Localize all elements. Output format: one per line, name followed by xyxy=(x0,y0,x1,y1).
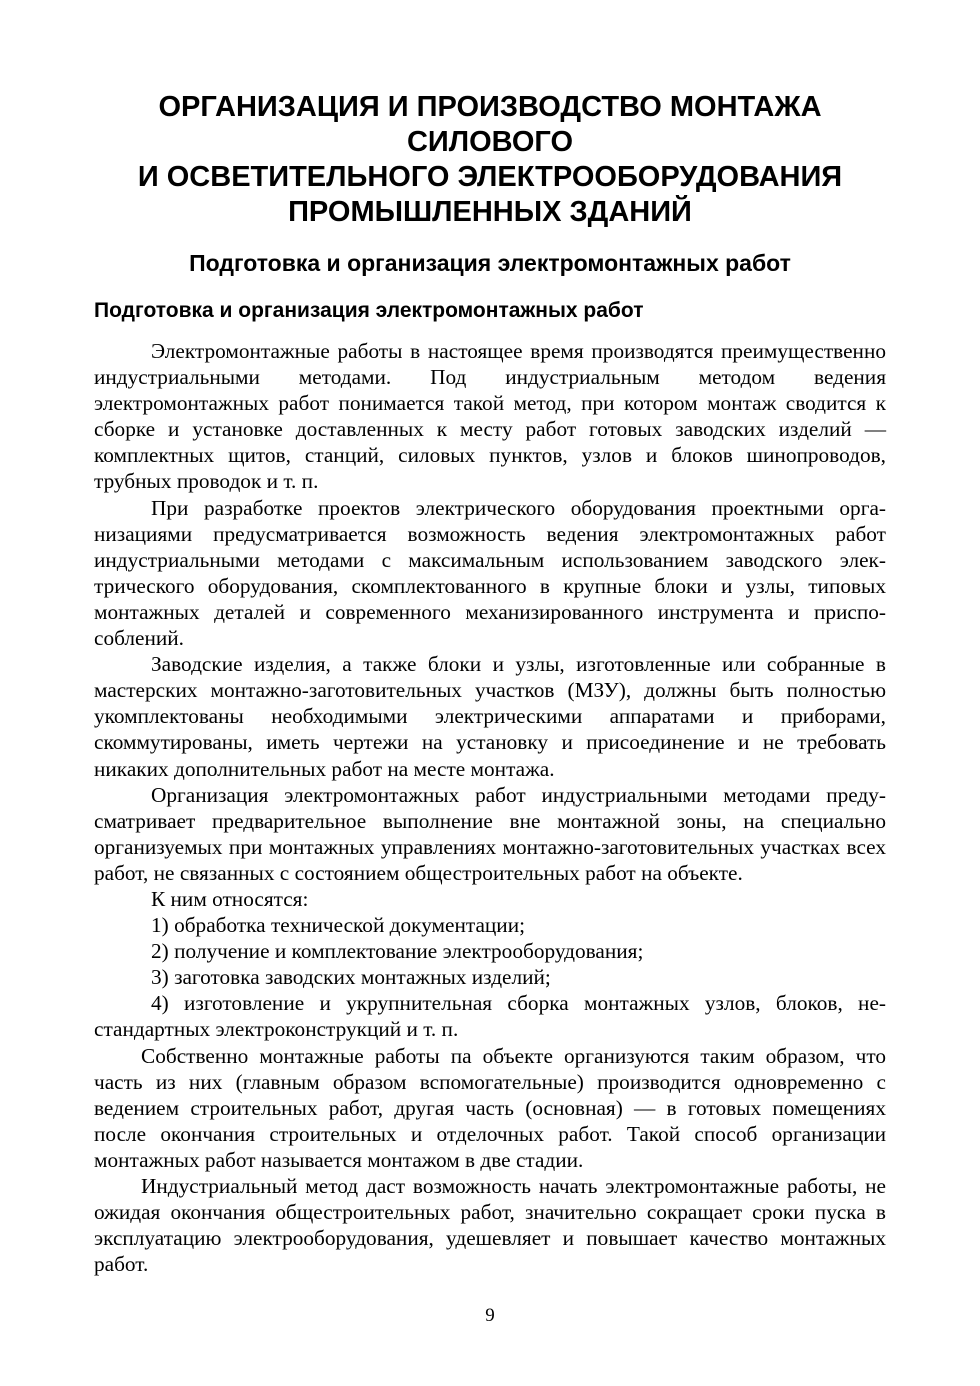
body-paragraph: Организация электромонтажных работ индустриальными методами предусматривает предварительное выполнение вне монтажной зоны, на специально организуемых при монтажных управлениях монтажно-заготовительных участках всех работ, не связанных с состоянием общестроительных работ на объекте. xyxy=(94,782,886,885)
body-paragraph: Собственно монтажные работы па объекте организуются таким образом, что часть из них (главным образом вспомогательные) производится одновременно с ведением строительных работ, другая часть (основная) — в готовых помещениях после окончания строительных и отделочных работ. Такой способ организации монтажных работ называется монтажом в две стадии. xyxy=(94,1043,886,1172)
body-paragraph: Заводские изделия, а также блоки и узлы, изготовленные или собранные в мастерских монтажно-заготовительных участков (МЗУ), должны быть полностью укомплектованы необходимыми электрическими аппаратами и приборами, скоммутированы, иметь чертежи на установку и присоединение и не требовать никаких дополнительных работ на месте монтажа. xyxy=(94,652,886,781)
list-item: 2) получение и комплектование электрооборудования; xyxy=(151,939,644,964)
document-title xyxy=(90,90,890,230)
body-paragraph: При разработке проектов электрического оборудования проектными организациями предусматривается возможность ведения электромонтажных работ индустриальными методами с максимальным использованием заводского электрического оборудования, скомплектованного в крупные блоки и узлы, типовых монтажных деталей и современного механизированного инструмента и приспособлений. xyxy=(94,495,886,651)
list-item: 3) заготовка заводских монтажных изделий; xyxy=(151,965,551,990)
title-line: ОРГАНИЗАЦИЯ И ПРОИЗВОДСТВО МОНТАЖА xyxy=(158,91,822,123)
title-line: СИЛОВОГО xyxy=(406,126,574,158)
list-item: 4) изготовление и укрупнительная сборка монтажных узлов, блоков, нестандартных электроконструкций и т. п. xyxy=(94,991,886,1042)
page-number: 9 xyxy=(485,1305,495,1326)
body-paragraph: К ним относятся: xyxy=(151,886,309,911)
document-body xyxy=(94,338,886,1277)
list-item: 1) обработка технической документации; xyxy=(151,913,526,938)
title-line: ПРОМЫШЛЕННЫХ ЗДАНИЙ xyxy=(288,196,692,228)
document-subtitle: Подготовка и организация электромонтажных работ xyxy=(189,250,791,276)
body-paragraph: Электромонтажные работы в настоящее время производятся преимущественно индустриальными методами. Под индустриальным методом ведения электромонтажных работ понимается такой метод, при котором монтаж сводится к сборке и установке доставленных к месту работ готовых заводских изделий — комплектных щитов, станций, силовых пунктов, узлов и блоков шинопроводов, трубных проводок и т. п. xyxy=(94,339,886,494)
section-heading: Подготовка и организация электромонтажных работ xyxy=(94,299,644,322)
body-paragraph: Индустриальный метод даст возможность начать электромонтажные работы, не ожидая окончания общестроительных работ, значительно сокращает сроки пуска в эксплуатацию электрооборудования, удешевляет и повышает качество монтажных работ. xyxy=(94,1174,886,1277)
title-line: И ОСВЕТИТЕЛЬНОГО ЭЛЕКТРООБОРУДОВАНИЯ xyxy=(137,161,843,193)
